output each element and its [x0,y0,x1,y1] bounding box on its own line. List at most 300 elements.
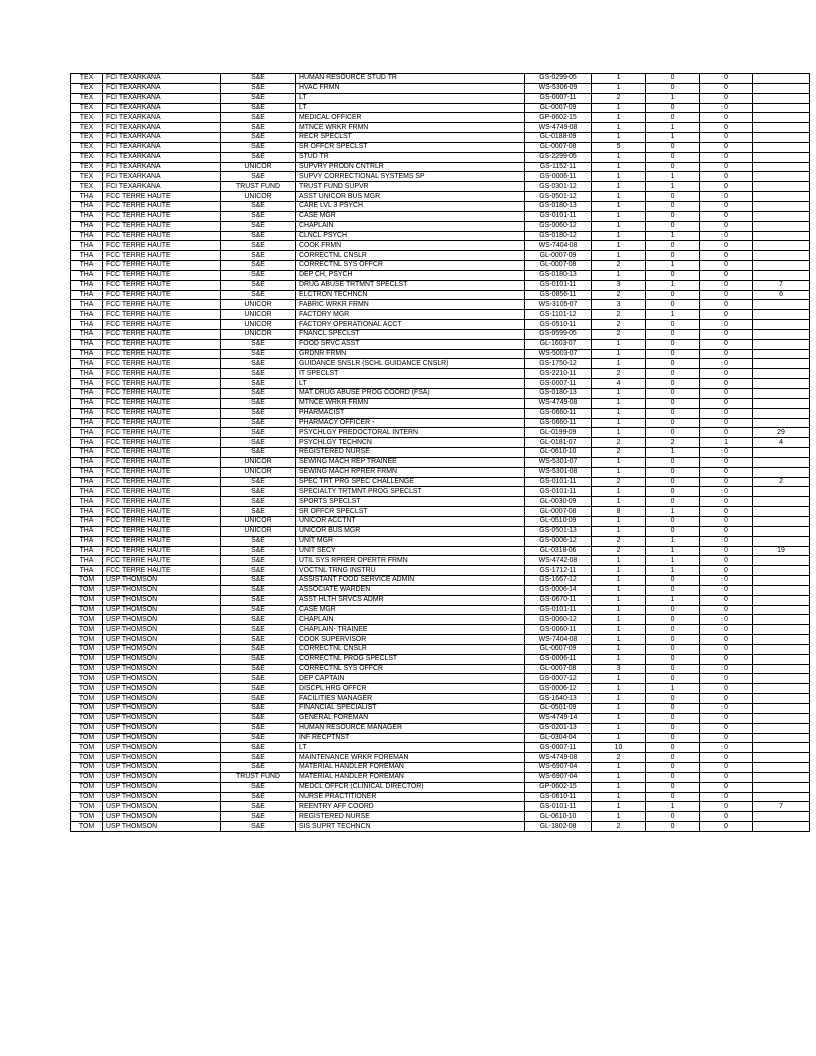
table-row [71,74,810,84]
site-code-cell: THA [71,349,103,359]
series-grade-cell: WS-7404-08 [525,635,592,645]
site-code-cell: THA [71,379,103,389]
count-cell-1: 1 [592,389,646,399]
count-cell-2: 0 [646,782,700,792]
count-cell-2: 1 [646,172,700,182]
table-row [71,605,810,615]
table-row [71,576,810,586]
count-cell-3: 1 [700,438,753,448]
site-code-cell: TOM [71,605,103,615]
site-code-cell: THA [71,516,103,526]
fund-cell: S&E [221,654,296,664]
site-code-cell: TEX [71,133,103,143]
institution-cell: FCC TERRE HAUTE [103,192,221,202]
position-title-cell: ASSOCIATE WARDEN [296,585,525,595]
fund-cell: S&E [221,280,296,290]
fund-cell: S&E [221,822,296,832]
position-title-cell: SIS SUPRT TECHNCN [296,822,525,832]
fund-cell: S&E [221,477,296,487]
series-grade-cell: GL-0181-07 [525,438,592,448]
count-cell-1: 1 [592,221,646,231]
count-cell-4 [753,251,810,261]
series-grade-cell: GS-0299-05 [525,74,592,84]
fund-cell: S&E [221,674,296,684]
fund-cell: S&E [221,221,296,231]
series-grade-cell: WS-5003-07 [525,349,592,359]
table-row [71,320,810,330]
position-title-cell: FINANCIAL SPECIALIST [296,704,525,714]
fund-cell: S&E [221,142,296,152]
site-code-cell: THA [71,448,103,458]
position-title-cell: HUMAN RESOURCE STUD TR [296,74,525,84]
count-cell-4 [753,310,810,320]
site-code-cell: THA [71,546,103,556]
count-cell-4 [753,782,810,792]
count-cell-3: 0 [700,457,753,467]
position-title-cell: DISCPL HRG OFFCR [296,684,525,694]
count-cell-4: 29 [753,428,810,438]
institution-cell: FCC TERRE HAUTE [103,398,221,408]
count-cell-1: 1 [592,418,646,428]
count-cell-2: 0 [646,812,700,822]
count-cell-3: 0 [700,339,753,349]
count-cell-3: 0 [700,772,753,782]
count-cell-4 [753,379,810,389]
count-cell-2: 0 [646,516,700,526]
table-row [71,782,810,792]
count-cell-4 [753,418,810,428]
site-code-cell: THA [71,251,103,261]
count-cell-3: 0 [700,201,753,211]
count-cell-2: 0 [646,369,700,379]
count-cell-1: 1 [592,772,646,782]
position-title-cell: MTNCE WRKR FRMN [296,398,525,408]
table-row [71,595,810,605]
count-cell-4 [753,516,810,526]
count-cell-2: 0 [646,822,700,832]
site-code-cell: TEX [71,113,103,123]
institution-cell: FCC TERRE HAUTE [103,448,221,458]
count-cell-4 [753,74,810,84]
fund-cell: S&E [221,103,296,113]
count-cell-2: 0 [646,320,700,330]
count-cell-1: 2 [592,320,646,330]
table-row [71,290,810,300]
count-cell-1: 1 [592,113,646,123]
table-row [71,772,810,782]
count-cell-3: 0 [700,723,753,733]
count-cell-4 [753,654,810,664]
series-grade-cell: GS-0060-11 [525,625,592,635]
count-cell-2: 1 [646,546,700,556]
count-cell-4 [753,526,810,536]
table-row [71,142,810,152]
count-cell-3: 0 [700,812,753,822]
count-cell-3: 0 [700,379,753,389]
table-row [71,516,810,526]
count-cell-4 [753,595,810,605]
institution-cell: USP THOMSON [103,625,221,635]
count-cell-3: 0 [700,566,753,576]
count-cell-3: 0 [700,290,753,300]
count-cell-2: 0 [646,615,700,625]
institution-cell: USP THOMSON [103,664,221,674]
count-cell-2: 1 [646,310,700,320]
fund-cell: S&E [221,133,296,143]
table-row [71,625,810,635]
site-code-cell: THA [71,418,103,428]
count-cell-2: 0 [646,497,700,507]
series-grade-cell: GS-0101-11 [525,477,592,487]
count-cell-1: 2 [592,329,646,339]
count-cell-3: 0 [700,418,753,428]
series-grade-cell: GP-0602-15 [525,782,592,792]
position-title-cell: GUIDANCE SNSLR (SCHL GUIDANCE CNSLR) [296,359,525,369]
series-grade-cell: WS-4749-14 [525,713,592,723]
count-cell-3: 0 [700,684,753,694]
institution-cell: USP THOMSON [103,644,221,654]
site-code-cell: TOM [71,822,103,832]
fund-cell: S&E [221,576,296,586]
count-cell-1: 1 [592,654,646,664]
count-cell-1: 1 [592,241,646,251]
count-cell-1: 1 [592,408,646,418]
table-row [71,241,810,251]
institution-cell: USP THOMSON [103,713,221,723]
series-grade-cell: GS-0101-11 [525,802,592,812]
series-grade-cell: GS-1640-13 [525,694,592,704]
count-cell-1: 1 [592,133,646,143]
position-title-cell: MEDICAL OFFICER [296,113,525,123]
count-cell-4 [753,231,810,241]
fund-cell: S&E [221,398,296,408]
count-cell-2: 2 [646,438,700,448]
series-grade-cell: GS-0101-11 [525,605,592,615]
count-cell-2: 0 [646,201,700,211]
count-cell-2: 1 [646,684,700,694]
table-row [71,743,810,753]
count-cell-1: 3 [592,664,646,674]
count-cell-1: 1 [592,251,646,261]
institution-cell: FCC TERRE HAUTE [103,418,221,428]
table-row [71,133,810,143]
position-title-cell: CORRECTNL CNSLR [296,251,525,261]
count-cell-2: 0 [646,792,700,802]
fund-cell: S&E [221,664,296,674]
count-cell-3: 0 [700,261,753,271]
fund-cell: S&E [221,74,296,84]
institution-cell: FCC TERRE HAUTE [103,251,221,261]
institution-cell: FCI TEXARKANA [103,83,221,93]
series-grade-cell: GS-0660-11 [525,408,592,418]
fund-cell: S&E [221,792,296,802]
count-cell-4 [753,723,810,733]
table-row [71,201,810,211]
fund-cell: S&E [221,231,296,241]
count-cell-1: 1 [592,635,646,645]
count-cell-4 [753,329,810,339]
site-code-cell: TOM [71,802,103,812]
count-cell-1: 1 [592,576,646,586]
site-code-cell: THA [71,428,103,438]
fund-cell: S&E [221,428,296,438]
position-title-cell: SUPVY CORRECTIONAL SYSTEMS SP [296,172,525,182]
fund-cell: S&E [221,644,296,654]
institution-cell: FCC TERRE HAUTE [103,389,221,399]
position-title-cell: RECR SPECLST [296,133,525,143]
table-row [71,349,810,359]
count-cell-1: 1 [592,192,646,202]
count-cell-1: 1 [592,644,646,654]
count-cell-4 [753,753,810,763]
count-cell-4 [753,605,810,615]
count-cell-1: 2 [592,753,646,763]
table-row [71,753,810,763]
position-title-cell: SR OFFCR SPECLST [296,142,525,152]
count-cell-2: 0 [646,221,700,231]
count-cell-2: 0 [646,290,700,300]
table-row [71,359,810,369]
count-cell-2: 0 [646,113,700,123]
table-row [71,585,810,595]
count-cell-3: 0 [700,822,753,832]
table-row [71,733,810,743]
fund-cell: S&E [221,152,296,162]
site-code-cell: THA [71,369,103,379]
institution-cell: USP THOMSON [103,753,221,763]
count-cell-4 [753,359,810,369]
table-row [71,418,810,428]
count-cell-1: 1 [592,467,646,477]
site-code-cell: TOM [71,792,103,802]
position-title-cell: CASE MGR [296,211,525,221]
site-code-cell: TEX [71,103,103,113]
table-row [71,448,810,458]
institution-cell: USP THOMSON [103,684,221,694]
count-cell-1: 1 [592,83,646,93]
table-row [71,428,810,438]
count-cell-3: 0 [700,329,753,339]
institution-cell: FCC TERRE HAUTE [103,507,221,517]
fund-cell: UNICOR [221,310,296,320]
count-cell-1: 3 [592,280,646,290]
series-grade-cell: GS-0007-11 [525,93,592,103]
series-grade-cell: GS-0180-13 [525,270,592,280]
count-cell-1: 2 [592,369,646,379]
table-row [71,467,810,477]
position-title-cell: DEP CH, PSYCH [296,270,525,280]
site-code-cell: THA [71,241,103,251]
count-cell-3: 0 [700,556,753,566]
series-grade-cell: GS-1101-12 [525,310,592,320]
series-grade-cell: GS-0006-11 [525,172,592,182]
count-cell-1: 1 [592,704,646,714]
table-row [71,615,810,625]
table-row [71,635,810,645]
count-cell-2: 1 [646,566,700,576]
position-title-cell: MTNCE WRKR FRMN [296,123,525,133]
series-grade-cell: WS-5306-09 [525,83,592,93]
series-grade-cell: GS-0201-13 [525,723,592,733]
table-row [71,162,810,172]
table-row [71,654,810,664]
count-cell-3: 0 [700,585,753,595]
count-cell-2: 1 [646,802,700,812]
count-cell-4 [753,664,810,674]
fund-cell: S&E [221,123,296,133]
count-cell-4 [753,566,810,576]
site-code-cell: THA [71,389,103,399]
fund-cell: S&E [221,635,296,645]
count-cell-3: 0 [700,83,753,93]
fund-cell: S&E [221,605,296,615]
count-cell-1: 1 [592,595,646,605]
count-cell-4 [753,123,810,133]
series-grade-cell: GL-0199-09 [525,428,592,438]
series-grade-cell: WS-4742-08 [525,556,592,566]
fund-cell: S&E [221,566,296,576]
position-title-cell: FNANCL SPECLST [296,329,525,339]
count-cell-1: 1 [592,556,646,566]
table-row [71,172,810,182]
position-title-cell: SPEC TRT PRG SPEC CHALLENGE [296,477,525,487]
count-cell-3: 0 [700,192,753,202]
site-code-cell: TEX [71,162,103,172]
position-title-cell: SPECIALTY TRTMNT PROG SPECLST [296,487,525,497]
series-grade-cell: GL-0501-09 [525,704,592,714]
count-cell-4 [753,241,810,251]
site-code-cell: TOM [71,674,103,684]
table-row [71,93,810,103]
count-cell-3: 0 [700,713,753,723]
series-grade-cell: GS-0599-05 [525,329,592,339]
count-cell-3: 0 [700,763,753,773]
count-cell-3: 0 [700,310,753,320]
count-cell-1: 1 [592,497,646,507]
position-title-cell: UNIT SECY [296,546,525,556]
count-cell-2: 1 [646,133,700,143]
count-cell-1: 1 [592,605,646,615]
position-title-cell: DRUG ABUSE TRTMNT SPECLST [296,280,525,290]
position-title-cell: ASSISTANT FOOD SERVICE ADMIN [296,576,525,586]
count-cell-3: 0 [700,241,753,251]
table-row [71,231,810,241]
count-cell-4: 19 [753,546,810,556]
institution-cell: FCI TEXARKANA [103,123,221,133]
series-grade-cell: GL-0007-08 [525,507,592,517]
fund-cell: S&E [221,497,296,507]
site-code-cell: THA [71,497,103,507]
count-cell-2: 0 [646,743,700,753]
count-cell-2: 0 [646,526,700,536]
position-title-cell: VOCTNL TRNG INSTRU [296,566,525,576]
count-cell-4 [753,133,810,143]
table-row [71,123,810,133]
count-cell-4 [753,320,810,330]
count-cell-3: 0 [700,753,753,763]
series-grade-cell: GS-0007-11 [525,379,592,389]
count-cell-4 [753,822,810,832]
site-code-cell: THA [71,290,103,300]
count-cell-1: 1 [592,270,646,280]
series-grade-cell: GL-0610-10 [525,812,592,822]
count-cell-3: 0 [700,477,753,487]
position-title-cell: CHAPLAIN [296,221,525,231]
institution-cell: FCC TERRE HAUTE [103,556,221,566]
institution-cell: FCC TERRE HAUTE [103,280,221,290]
position-title-cell: CORRECTNL SYS OFFCR [296,664,525,674]
series-grade-cell: WS-5301-07 [525,457,592,467]
count-cell-4 [753,625,810,635]
site-code-cell: TOM [71,743,103,753]
count-cell-4 [753,576,810,586]
table-row [71,507,810,517]
count-cell-3: 0 [700,802,753,812]
count-cell-3: 0 [700,389,753,399]
fund-cell: S&E [221,713,296,723]
institution-cell: FCI TEXARKANA [103,103,221,113]
position-title-cell: CORRECTNL SYS OFFCR [296,261,525,271]
count-cell-2: 1 [646,556,700,566]
count-cell-2: 0 [646,329,700,339]
institution-cell: FCI TEXARKANA [103,113,221,123]
site-code-cell: TOM [71,812,103,822]
position-title-cell: REENTRY AFF COORD [296,802,525,812]
series-grade-cell: GS-0856-11 [525,290,592,300]
fund-cell: S&E [221,743,296,753]
series-grade-cell: WS-6907-04 [525,763,592,773]
count-cell-4 [753,408,810,418]
institution-cell: USP THOMSON [103,743,221,753]
series-grade-cell: GS-0180-12 [525,231,592,241]
series-grade-cell: GL-0610-10 [525,448,592,458]
position-title-cell: PHARMACY OFFICER - [296,418,525,428]
table-row [71,280,810,290]
count-cell-1: 1 [592,733,646,743]
count-cell-1: 2 [592,448,646,458]
table-row [71,310,810,320]
position-title-cell: SR OFFCR SPECLST [296,507,525,517]
position-title-cell: SEWING MACH RPRER FRMN [296,467,525,477]
position-title-cell: CORRECTNL PROG SPECLST [296,654,525,664]
count-cell-3: 0 [700,526,753,536]
institution-cell: FCI TEXARKANA [103,74,221,84]
institution-cell: FCC TERRE HAUTE [103,300,221,310]
position-title-cell: LT [296,103,525,113]
fund-cell: S&E [221,211,296,221]
count-cell-2: 0 [646,162,700,172]
institution-cell: FCC TERRE HAUTE [103,211,221,221]
position-title-cell: SEWING MACH REP TRAINEE [296,457,525,467]
count-cell-4 [753,704,810,714]
count-cell-4 [753,812,810,822]
series-grade-cell: WS-4749-08 [525,123,592,133]
series-grade-cell: GS-1152-11 [525,162,592,172]
count-cell-2: 0 [646,251,700,261]
series-grade-cell: WS-5301-08 [525,467,592,477]
count-cell-3: 0 [700,270,753,280]
count-cell-3: 0 [700,516,753,526]
count-cell-3: 0 [700,615,753,625]
count-cell-3: 0 [700,162,753,172]
fund-cell: S&E [221,408,296,418]
count-cell-2: 0 [646,654,700,664]
site-code-cell: TOM [71,723,103,733]
count-cell-1: 2 [592,438,646,448]
institution-cell: USP THOMSON [103,812,221,822]
count-cell-3: 0 [700,152,753,162]
fund-cell: UNICOR [221,526,296,536]
